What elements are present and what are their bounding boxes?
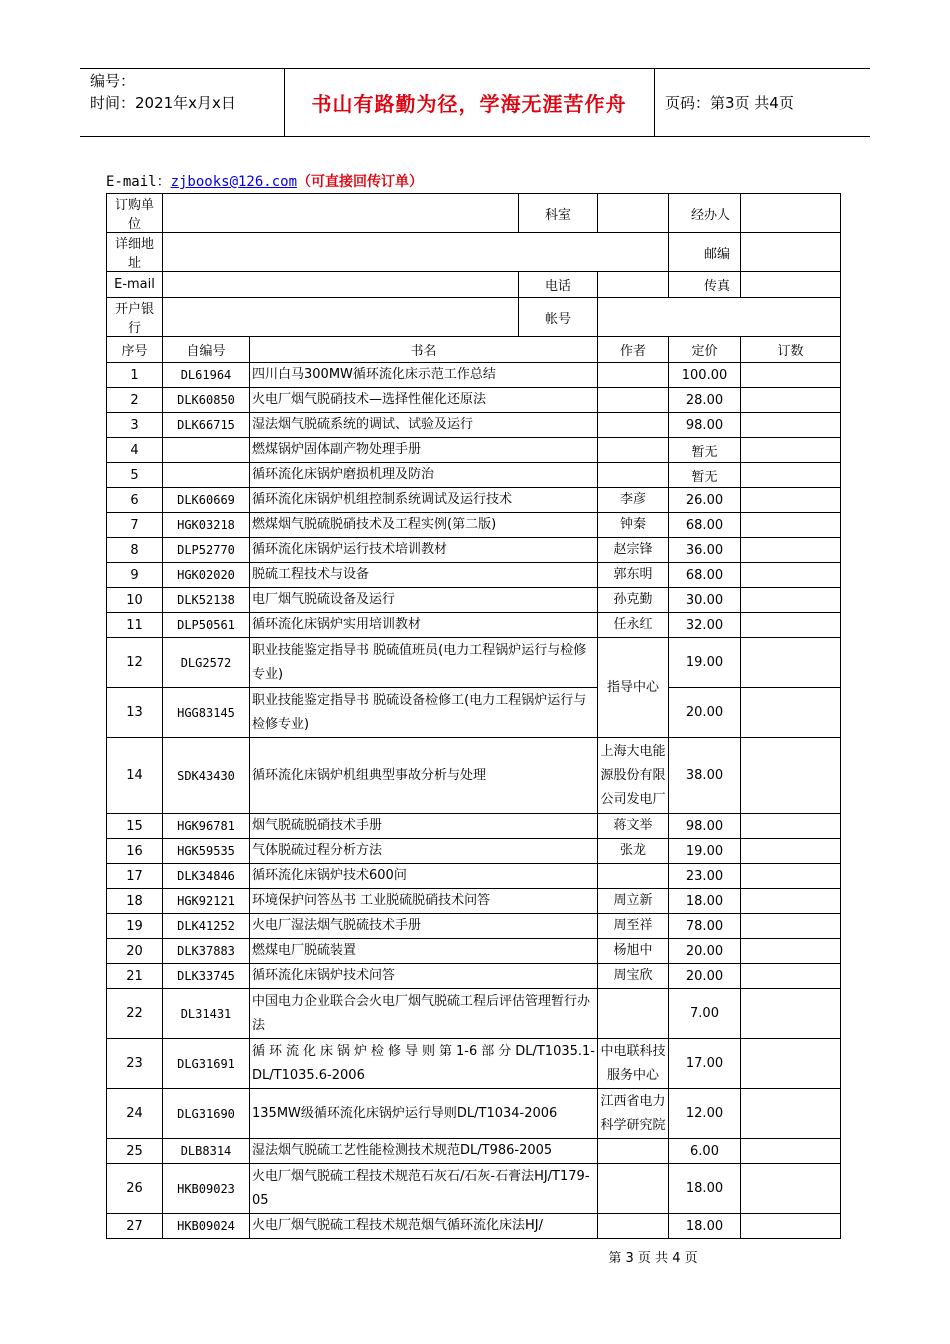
book-price: 20.00 [669,939,741,964]
book-price: 6.00 [669,1139,741,1164]
book-title: 燃煤电厂脱硫装置 [250,939,598,964]
table-row [107,638,841,688]
book-price: 26.00 [669,488,741,513]
book-author: 周立新 [598,889,669,914]
book-title: 循环流化床锅炉技术问答 [250,964,598,989]
col-seq: 序号 [107,337,163,363]
book-code: HGK59535 [163,839,250,864]
department-label: 科室 [519,194,598,233]
page-footer: 第 3 页 共 4 页 [608,1251,698,1266]
col-author: 作者 [598,337,669,363]
handler-field[interactable] [741,194,841,233]
book-price: 19.00 [669,839,741,864]
table-row [107,413,841,438]
book-author: 周至祥 [598,914,669,939]
book-code: DLK60850 [163,388,250,413]
book-qty-field[interactable] [741,889,841,914]
book-title: 环境保护问答丛书 工业脱硫脱硝技术问答 [250,889,598,914]
book-author: 杨旭中 [598,939,669,964]
book-price: 100.00 [669,363,741,388]
book-seq: 6 [107,488,163,513]
book-qty-field[interactable] [741,939,841,964]
book-seq: 4 [107,438,163,463]
book-code: HGK02020 [163,563,250,588]
table-row [107,1089,841,1139]
book-price: 20.00 [669,964,741,989]
address-label: 详细地址 [107,233,163,272]
book-code: DLK66715 [163,413,250,438]
table-row [107,563,841,588]
book-qty-field[interactable] [741,363,841,388]
book-qty-field[interactable] [741,1214,841,1239]
book-author: 郭东明 [598,563,669,588]
table-row [107,1214,841,1239]
book-title: 四川白马300MW循环流化床示范工作总结 [250,363,598,388]
book-author: 孙克勤 [598,588,669,613]
book-seq: 23 [107,1039,163,1089]
book-code: DL31431 [163,989,250,1039]
table-row [107,939,841,964]
book-price: 23.00 [669,864,741,889]
table-row [107,889,841,914]
book-price: 18.00 [669,889,741,914]
book-seq: 5 [107,463,163,488]
header-bottom-rule [80,136,870,137]
book-title: 职业技能鉴定指导书 脱硫值班员(电力工程锅炉运行与检修专业) [250,638,598,688]
book-code: DLK41252 [163,914,250,939]
book-code: DLG31691 [163,1039,250,1089]
order-unit-field[interactable] [163,194,519,233]
table-row [107,613,841,638]
book-qty-field[interactable] [741,463,841,488]
book-author: 上海大电能源股份有限公司发电厂 [598,738,669,814]
book-qty-field[interactable] [741,989,841,1039]
book-seq: 8 [107,538,163,563]
table-row [107,839,841,864]
book-price: 32.00 [669,613,741,638]
book-author: 江西省电力科学研究院 [598,1089,669,1139]
book-price: 78.00 [669,914,741,939]
book-price: 12.00 [669,1089,741,1139]
postcode-label: 邮编 [669,233,741,272]
book-seq: 16 [107,839,163,864]
book-title: 循环流化床锅炉机组典型事故分析与处理 [250,738,598,814]
book-seq: 12 [107,638,163,688]
book-title: 职业技能鉴定指导书 脱硫设备检修工(电力工程锅炉运行与检修专业) [250,688,598,738]
table-row [107,388,841,413]
col-code: 自编号 [163,337,250,363]
fax-label: 传真 [669,272,741,298]
table-row [107,463,841,488]
book-title: 循环流化床锅炉机组控制系统调试及运行技术 [250,488,598,513]
book-price: 19.00 [669,638,741,688]
book-author [598,388,669,413]
book-title: 135MW级循环流化床锅炉运行导则DL/T1034-2006 [250,1089,598,1139]
book-code: DLG2572 [163,638,250,688]
book-price: 98.00 [669,814,741,839]
book-title: 火电厂烟气脱硝技术—选择性催化还原法 [250,388,598,413]
book-qty-field[interactable] [741,613,841,638]
book-author [598,1139,669,1164]
book-author [598,413,669,438]
table-row [107,538,841,563]
book-code: HKB09024 [163,1214,250,1239]
header-divider [654,68,655,136]
bank-label: 开户银行 [107,298,163,337]
book-code: DLB8314 [163,1139,250,1164]
book-seq: 17 [107,864,163,889]
book-title: 中国电力企业联合会火电厂烟气脱硫工程后评估管理暂行办法 [250,989,598,1039]
department-field[interactable] [598,194,669,233]
book-author: 李彦 [598,488,669,513]
book-qty-field[interactable] [741,964,841,989]
table-row [107,1164,841,1214]
book-qty-field[interactable] [741,688,841,738]
book-author: 张龙 [598,839,669,864]
account-field[interactable] [598,298,841,337]
book-author: 蒋文举 [598,814,669,839]
col-qty: 订数 [741,337,841,363]
book-qty-field[interactable] [741,588,841,613]
email-link[interactable]: zjbooks@126.com [170,174,298,190]
email-prefix: E-mail： [106,174,171,190]
table-row [107,513,841,538]
book-seq: 1 [107,363,163,388]
book-title: 火电厂湿法烟气脱硫技术手册 [250,914,598,939]
table-row [107,588,841,613]
book-seq: 21 [107,964,163,989]
book-price: 36.00 [669,538,741,563]
book-code: HGK92121 [163,889,250,914]
table-row [107,363,841,388]
book-qty-field[interactable] [741,839,841,864]
book-qty-field[interactable] [741,488,841,513]
book-code: HGK96781 [163,814,250,839]
book-code: HKB09023 [163,1164,250,1214]
book-qty-field[interactable] [741,864,841,889]
table-row [107,1039,841,1089]
book-title: 脱硫工程技术与设备 [250,563,598,588]
book-title: 烟气脱硫脱硝技术手册 [250,814,598,839]
book-qty-field[interactable] [741,1039,841,1089]
book-title: 火电厂烟气脱硫工程技术规范石灰石/石灰-石膏法HJ/T179-05 [250,1164,598,1214]
book-author [598,989,669,1039]
book-qty-field[interactable] [741,1139,841,1164]
book-code: DLK33745 [163,964,250,989]
book-author [598,1214,669,1239]
book-qty-field[interactable] [741,513,841,538]
book-title: 循环流化床锅炉运行技术培训教材 [250,538,598,563]
table-row [107,438,841,463]
book-author [598,1164,669,1214]
book-title: 循环流化床锅炉检修导则第1-6部分DL/T1035.1-DL/T1035.6-2006 [250,1039,598,1089]
book-price: 18.00 [669,1164,741,1214]
book-qty-field[interactable] [741,638,841,688]
table-row [107,738,841,814]
bank-field[interactable] [163,298,519,337]
table-row [107,814,841,839]
book-price: 98.00 [669,413,741,438]
table-row [107,989,841,1039]
address-field[interactable] [163,233,669,272]
doc-number-label: 编号： [90,72,136,90]
book-author [598,864,669,889]
book-code: HGG83145 [163,688,250,738]
book-code: DLP50561 [163,613,250,638]
book-qty-field[interactable] [741,563,841,588]
book-qty-field[interactable] [741,413,841,438]
book-seq: 20 [107,939,163,964]
book-seq: 7 [107,513,163,538]
book-author: 指导中心 [598,638,669,738]
book-qty-field[interactable] [741,738,841,814]
book-seq: 15 [107,814,163,839]
book-code: DLP52770 [163,538,250,563]
book-title: 燃煤烟气脱硫脱硝技术及工程实例(第二版) [250,513,598,538]
book-seq: 3 [107,413,163,438]
book-code: DLK60669 [163,488,250,513]
book-author: 赵宗锋 [598,538,669,563]
book-title: 循环流化床锅炉磨损机理及防治 [250,463,598,488]
order-unit-label: 订购单位 [107,194,163,233]
book-qty-field[interactable] [741,1089,841,1139]
fax-field[interactable] [741,272,841,298]
account-label: 帐号 [519,298,598,337]
book-seq: 26 [107,1164,163,1214]
book-author [598,438,669,463]
header-meta [90,70,236,114]
book-author: 中电联科技服务中心 [598,1039,669,1089]
email-line [106,171,423,191]
header-top-rule [80,68,870,69]
order-form-table [106,193,841,1239]
book-seq: 22 [107,989,163,1039]
table-row [107,864,841,889]
table-row [107,914,841,939]
book-price: 18.00 [669,1214,741,1239]
book-seq: 13 [107,688,163,738]
form-row [107,233,841,272]
book-qty-field[interactable] [741,538,841,563]
book-code: SDK43430 [163,738,250,814]
table-row [107,964,841,989]
book-seq: 11 [107,613,163,638]
col-title: 书名 [250,337,598,363]
book-price: 68.00 [669,513,741,538]
book-price: 68.00 [669,563,741,588]
column-header-row [107,337,841,363]
book-code: DLK34846 [163,864,250,889]
book-price: 17.00 [669,1039,741,1089]
email-label: E-mail [107,272,163,298]
table-row [107,488,841,513]
book-code: DLK52138 [163,588,250,613]
book-qty-field[interactable] [741,438,841,463]
book-title: 湿法烟气脱硫系统的调试、试验及运行 [250,413,598,438]
form-row [107,272,841,298]
book-code [163,438,250,463]
book-author [598,463,669,488]
book-code: HGK03218 [163,513,250,538]
book-seq: 27 [107,1214,163,1239]
form-row [107,298,841,337]
handler-label: 经办人 [669,194,741,233]
book-qty-field[interactable] [741,1164,841,1214]
book-price: 7.00 [669,989,741,1039]
book-title: 燃煤锅炉固体副产物处理手册 [250,438,598,463]
table-row [107,688,841,738]
book-price: 暂无 [669,438,741,463]
phone-label: 电话 [519,272,598,298]
col-price: 定价 [669,337,741,363]
phone-field[interactable] [598,272,669,298]
book-code: DL61964 [163,363,250,388]
book-title: 循环流化床锅炉技术600问 [250,864,598,889]
book-code: DLK37883 [163,939,250,964]
book-author: 周宝欣 [598,964,669,989]
book-price: 28.00 [669,388,741,413]
book-qty-field[interactable] [741,388,841,413]
book-author [598,363,669,388]
book-title: 湿法烟气脱硫工艺性能检测技术规范DL/T986-2005 [250,1139,598,1164]
header-page-label: 页码：第3页 共4页 [665,94,794,112]
book-price: 30.00 [669,588,741,613]
book-title: 循环流化床锅炉实用培训教材 [250,613,598,638]
book-code [163,463,250,488]
table-row [107,1139,841,1164]
book-seq: 14 [107,738,163,814]
form-row [107,194,841,233]
header-motto: 书山有路勤为径，学海无涯苦作舟 [311,92,627,116]
book-seq: 9 [107,563,163,588]
book-price: 38.00 [669,738,741,814]
book-price: 20.00 [669,688,741,738]
book-seq: 25 [107,1139,163,1164]
book-qty-field[interactable] [741,814,841,839]
doc-time-label: 时间：2021年x月x日 [90,94,236,112]
book-code: DLG31690 [163,1089,250,1139]
book-seq: 24 [107,1089,163,1139]
book-title: 电厂烟气脱硫设备及运行 [250,588,598,613]
book-title: 火电厂烟气脱硫工程技术规范烟气循环流化床法HJ/ [250,1214,598,1239]
book-seq: 10 [107,588,163,613]
email-field[interactable] [163,272,519,298]
book-seq: 18 [107,889,163,914]
book-title: 气体脱硫过程分析方法 [250,839,598,864]
postcode-field[interactable] [741,233,841,272]
book-price: 暂无 [669,463,741,488]
email-note: （可直接回传订单） [297,174,424,190]
book-qty-field[interactable] [741,914,841,939]
book-author: 任永红 [598,613,669,638]
book-author: 钟秦 [598,513,669,538]
book-seq: 2 [107,388,163,413]
book-seq: 19 [107,914,163,939]
